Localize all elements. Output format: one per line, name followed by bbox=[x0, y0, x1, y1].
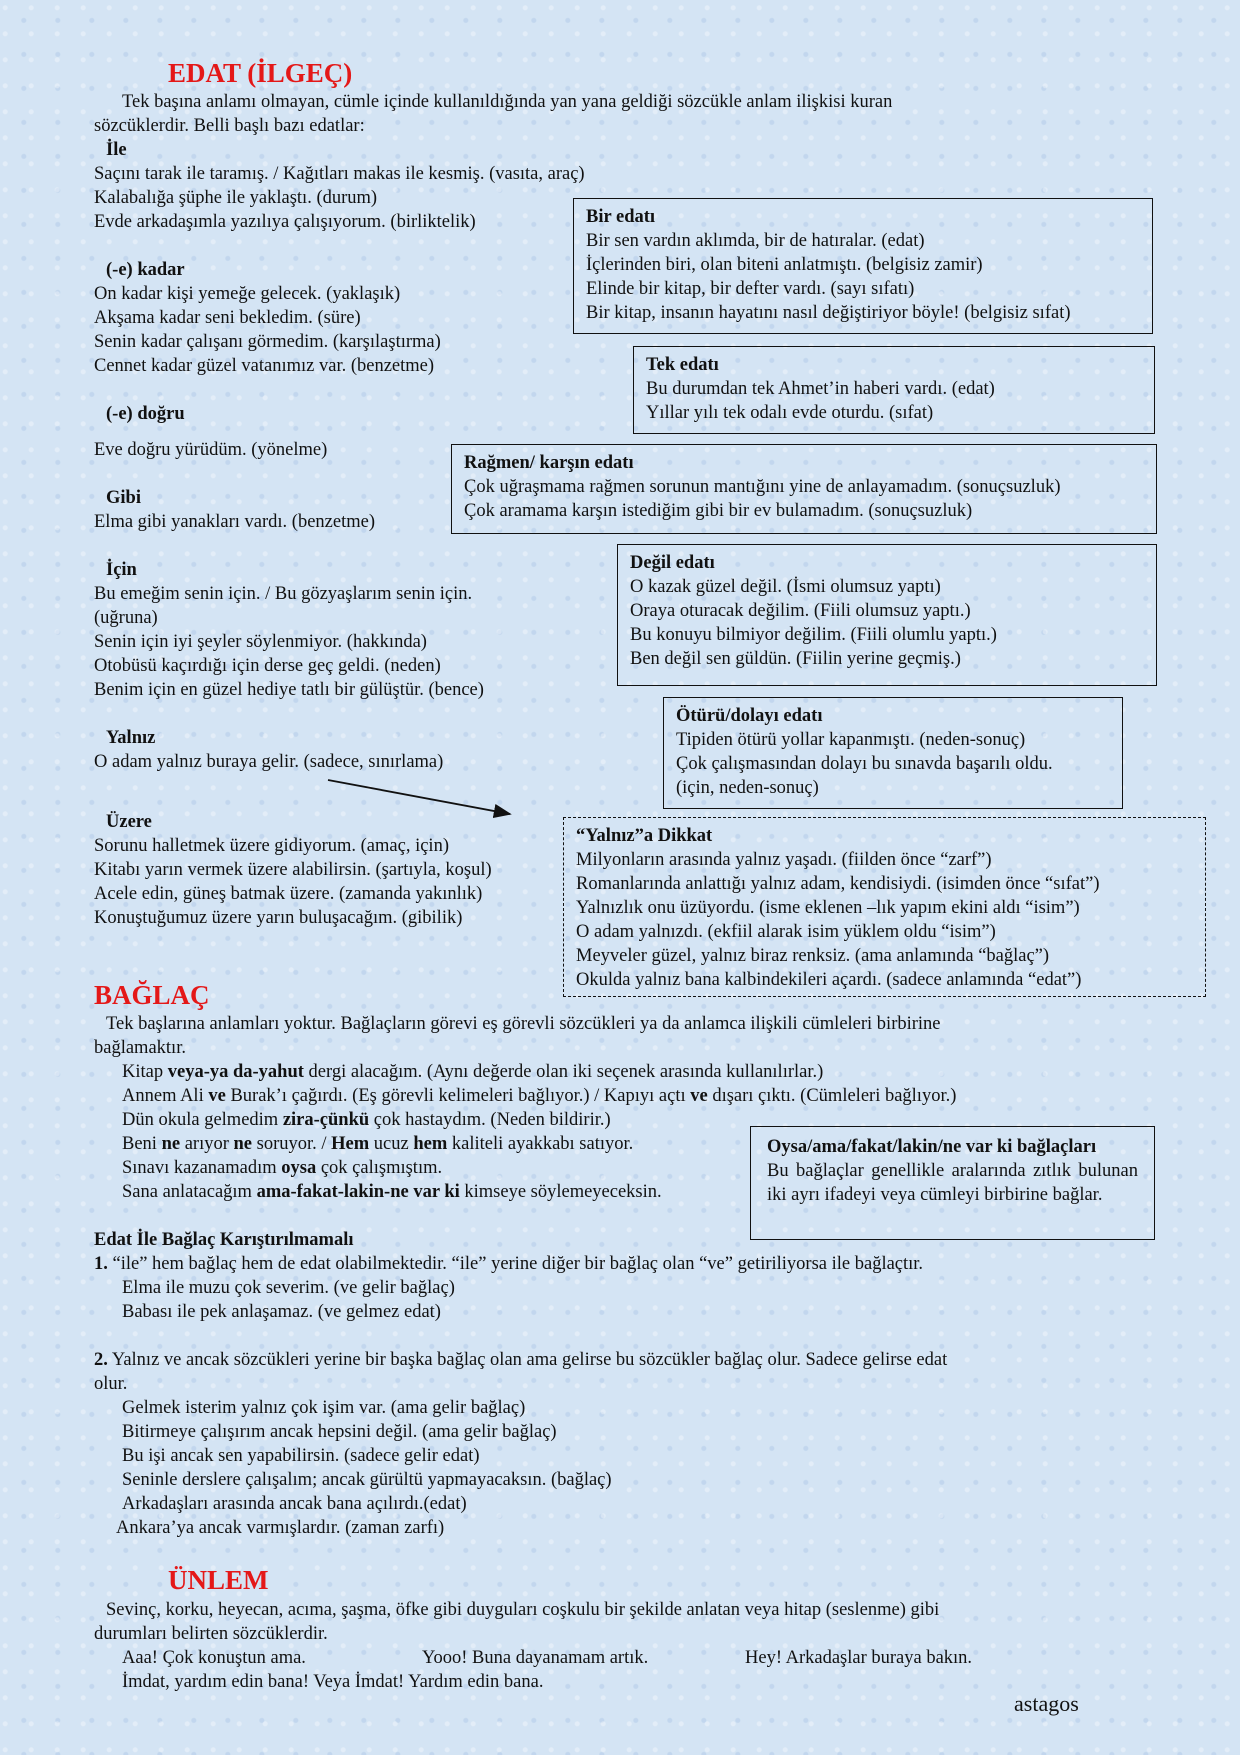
icin-line: Bu emeğim senin için. / Bu gözyaşlarım senin için. bbox=[94, 584, 473, 604]
box-line: Bu konuyu bilmiyor değilim. (Fiili olumlu yaptı.) bbox=[630, 625, 997, 645]
icin-line: (uğruna) bbox=[94, 608, 158, 628]
ile-line: Kalabalığa şüphe ile yaklaştı. (durum) bbox=[94, 188, 378, 208]
mix-example: Gelmek isterim yalnız çok işim var. (ama gelir bağlaç) bbox=[122, 1398, 526, 1418]
box-line: Okulda yalnız bana kalbindekileri açardı. (sadece anlamında “edat”) bbox=[576, 970, 1082, 990]
icin-line: Senin için iyi şeyler söylenmiyor. (hakkında) bbox=[94, 632, 427, 652]
unlem-example: İmdat, yardım edin bana! Veya İmdat! Yardım edin bana. bbox=[122, 1672, 544, 1692]
box-text: Bu bağlaçlar genellikle aralarında zıtlık bulunan iki ayrı ifadeyi veya cümleyi birbirine bağlar. bbox=[767, 1161, 1138, 1205]
conjunction: ve bbox=[208, 1086, 226, 1106]
box-line: Ben değil sen güldün. (Fiilin yerine geçmiş.) bbox=[630, 649, 961, 669]
box-line: Oraya oturacak değilim. (Fiili olumsuz yaptı.) bbox=[630, 601, 971, 621]
example-text: arıyor bbox=[180, 1134, 234, 1154]
unlem-intro-2: durumları belirten sözcüklerdir. bbox=[94, 1624, 328, 1644]
example-text: Annem Ali bbox=[122, 1086, 209, 1106]
example-text: Beni bbox=[122, 1134, 162, 1154]
conjunction: ama-fakat-lakin-ne var ki bbox=[256, 1182, 460, 1202]
mix-rule-1 bbox=[94, 1252, 923, 1276]
example-text: Sınavı kazanamadım bbox=[122, 1158, 282, 1178]
baglac-example bbox=[122, 1108, 611, 1132]
mix-example: Bitirmeye çalışırım ancak hepsini değil. (ama gelir bağlaç) bbox=[122, 1422, 557, 1442]
uzere-line: Kitabı yarın vermek üzere alabilirsin. (şartıyla, koşul) bbox=[94, 860, 492, 880]
ile-line: Evde arkadaşımla yazılıya çalışıyorum. (birliktelik) bbox=[94, 212, 476, 232]
box-heading: Değil edatı bbox=[630, 553, 715, 573]
box-line: Bir kitap, insanın hayatını nasıl değiştiriyor böyle! (belgisiz sıfat) bbox=[586, 303, 1071, 323]
mix-example: Babası ile pek anlaşamaz. (ve gelmez edat) bbox=[122, 1302, 441, 1322]
gibi-heading: Gibi bbox=[106, 488, 141, 508]
conjunction: zira-çünkü bbox=[282, 1110, 370, 1130]
box-line: Meyveler güzel, yalnız biraz renksiz. (ama anlamında “bağlaç”) bbox=[576, 946, 1050, 966]
edat-intro-2: sözcüklerdir. Belli başlı bazı edatlar: bbox=[94, 116, 365, 136]
baglac-intro-1: Tek başlarına anlamları yoktur. Bağlaçların görevi eş görevli sözcükleri ya da anlamca ilişkili cümleleri birbirine bbox=[106, 1014, 941, 1034]
baglac-intro-2: bağlamaktır. bbox=[94, 1038, 186, 1058]
box-heading: Bir edatı bbox=[586, 207, 656, 227]
box-line: Çok uğraşmama rağmen sorunun mantığını yine de anlayamadım. (sonuçsuzluk) bbox=[464, 477, 1061, 497]
rule-text: Yalnız ve ancak sözcükleri yerine bir başka bağlaç olan ama gelirse bu sözcükler bağlaç olur. Sadece gelirse edat bbox=[107, 1350, 948, 1370]
icin-heading: İçin bbox=[106, 560, 137, 580]
box-heading: Rağmen/ karşın edatı bbox=[464, 453, 634, 473]
dogru-heading: (-e) doğru bbox=[106, 404, 185, 424]
example-text: dışarı çıktı. (Cümleleri bağlıyor.) bbox=[707, 1086, 957, 1106]
oturu-dolayi-box bbox=[663, 697, 1123, 809]
conjunction: ne bbox=[233, 1134, 253, 1154]
box-line: O adam yalnızdı. (ekfiil alarak isim yüklem oldu “isim”) bbox=[576, 922, 996, 942]
signature: astagos bbox=[1014, 1691, 1079, 1716]
box-line: (için, neden-sonuç) bbox=[676, 778, 819, 798]
box-heading: Tek edatı bbox=[646, 355, 719, 375]
kadar-line: Cennet kadar güzel vatanımız var. (benzetme) bbox=[94, 356, 435, 376]
baglac-example bbox=[122, 1060, 823, 1084]
box-line: Bu durumdan tek Ahmet’in haberi vardı. (edat) bbox=[646, 379, 995, 399]
yalniz-heading: Yalnız bbox=[106, 728, 156, 748]
example-text: çok hastaydım. (Neden bildirir.) bbox=[369, 1110, 611, 1130]
edat-title: EDAT (İLGEÇ) bbox=[168, 58, 353, 88]
example-text: Sana anlatacağım bbox=[122, 1182, 257, 1202]
kadar-heading: (-e) kadar bbox=[106, 260, 185, 280]
box-line: Tipiden ötürü yollar kapanmıştı. (neden-sonuç) bbox=[676, 730, 1026, 750]
rule-number: 2. bbox=[94, 1350, 108, 1370]
icin-line: Benim için en güzel hediye tatlı bir gülüştür. (bence) bbox=[94, 680, 484, 700]
example-text: Kitap bbox=[122, 1062, 168, 1082]
conjunction: veya-ya da-yahut bbox=[167, 1062, 304, 1082]
icin-line: Otobüsü kaçırdığı için derse geç geldi. (neden) bbox=[94, 656, 441, 676]
unlem-example: Yooo! Buna dayanamam artık. bbox=[422, 1648, 649, 1668]
box-line: Çok çalışmasından dolayı bu sınavda başarılı oldu. bbox=[676, 754, 1053, 774]
baglac-example bbox=[122, 1132, 633, 1156]
ile-heading: İle bbox=[106, 140, 127, 160]
edat-intro-1: Tek başına anlamı olmayan, cümle içinde kullanıldığında yan yana geldiği sözcükle anlam ilişkisi kuran bbox=[122, 92, 893, 112]
conjunction: hem bbox=[413, 1134, 448, 1154]
baglac-example bbox=[122, 1084, 956, 1108]
ragmen-karsin-box bbox=[451, 444, 1157, 534]
mix-rule-2 bbox=[94, 1348, 947, 1372]
mix-example: Bu işi ancak sen yapabilirsin. (sadece gelir edat) bbox=[122, 1446, 480, 1466]
ile-line: Saçını tarak ile taramış. / Kağıtları makas ile kesmiş. (vasıta, araç) bbox=[94, 164, 585, 184]
uzere-line: Konuştuğumuz üzere yarın buluşacağım. (gibilik) bbox=[94, 908, 463, 928]
degil-edati-box bbox=[617, 544, 1157, 686]
box-line: Elinde bir kitap, bir defter vardı. (sayı sıfatı) bbox=[586, 279, 915, 299]
bir-edati-box bbox=[573, 198, 1153, 334]
box-line: Bir sen vardın aklımda, bir de hatıralar. (edat) bbox=[586, 231, 925, 251]
box-line: İçlerinden biri, olan biteni anlatmıştı. (belgisiz zamir) bbox=[586, 255, 983, 275]
mix-example: Arkadaşları arasında ancak bana açılırdı.(edat) bbox=[122, 1494, 467, 1514]
conjunction: ne bbox=[161, 1134, 181, 1154]
conjunction: Hem bbox=[331, 1134, 370, 1154]
box-line: Çok aramama karşın istediğim gibi bir ev bulamadım. (sonuçsuzluk) bbox=[464, 501, 973, 521]
rule-number: 1. bbox=[94, 1254, 108, 1274]
conjunction: oysa bbox=[281, 1158, 317, 1178]
unlem-title: ÜNLEM bbox=[168, 1565, 269, 1595]
uzere-heading: Üzere bbox=[106, 812, 152, 832]
tek-edati-box bbox=[633, 346, 1155, 434]
yalniz-line: O adam yalnız buraya gelir. (sadece, sınırlama) bbox=[94, 752, 444, 772]
kadar-line: On kadar kişi yemeğe gelecek. (yaklaşık) bbox=[94, 284, 401, 304]
mix-rule-2-cont: olur. bbox=[94, 1374, 128, 1394]
uzere-line: Sorunu halletmek üzere gidiyorum. (amaç, için) bbox=[94, 836, 449, 856]
box-heading: Oysa/ama/fakat/lakin/ne var ki bağlaçları bbox=[767, 1137, 1097, 1157]
box-line: Yalnızlık onu üzüyordu. (isme eklenen –lık yapım ekini aldı “isim”) bbox=[576, 898, 1080, 918]
example-text: çok çalışmıştım. bbox=[316, 1158, 443, 1178]
box-heading: Ötürü/dolayı edatı bbox=[676, 706, 823, 726]
box-heading: “Yalnız”a Dikkat bbox=[576, 826, 713, 846]
example-text: kaliteli ayakkabı satıyor. bbox=[447, 1134, 634, 1154]
box-line: Yıllar yılı tek odalı evde oturdu. (sıfat) bbox=[646, 403, 934, 423]
box-line: Romanlarında anlattığı yalnız adam, kendisiydi. (isimden önce “sıfat”) bbox=[576, 874, 1100, 894]
baglac-example bbox=[122, 1180, 662, 1204]
example-text: Dün okula gelmedim bbox=[122, 1110, 283, 1130]
mix-example: Elma ile muzu çok severim. (ve gelir bağlaç) bbox=[122, 1278, 455, 1298]
example-text: kimseye söylemeyeceksin. bbox=[459, 1182, 662, 1202]
conjunction: ve bbox=[690, 1086, 708, 1106]
arrow-icon bbox=[326, 776, 516, 820]
baglac-title: BAĞLAÇ bbox=[94, 980, 210, 1010]
gibi-line: Elma gibi yanakları vardı. (benzetme) bbox=[94, 512, 375, 532]
dogru-line: Eve doğru yürüdüm. (yönelme) bbox=[94, 440, 328, 460]
oysa-ama-box bbox=[750, 1126, 1155, 1240]
baglac-example bbox=[122, 1156, 442, 1180]
unlem-example: Aaa! Çok konuştun ama. bbox=[122, 1648, 306, 1668]
unlem-intro-1: Sevinç, korku, heyecan, acıma, şaşma, öfke gibi duyguları coşkulu bir şekilde anlatan veya hitap (seslenme) gibi bbox=[106, 1600, 940, 1620]
example-text: dergi alacağım. (Aynı değerde olan iki seçenek arasında kullanılırlar.) bbox=[303, 1062, 824, 1082]
example-text: ucuz bbox=[369, 1134, 414, 1154]
uzere-line: Acele edin, güneş batmak üzere. (zamanda yakınlık) bbox=[94, 884, 483, 904]
rule-text: “ile” hem bağlaç hem de edat olabilmektedir. “ile” yerine diğer bir bağlaç olan “ve” getiriliyorsa ile bağlaçtır. bbox=[107, 1254, 924, 1274]
box-line: O kazak güzel değil. (İsmi olumsuz yaptı) bbox=[630, 577, 941, 597]
unlem-example: Hey! Arkadaşlar buraya bakın. bbox=[745, 1648, 973, 1668]
example-text: soruyor. / bbox=[252, 1134, 332, 1154]
mix-example: Ankara’ya ancak varmışlardır. (zaman zarfı) bbox=[116, 1518, 445, 1538]
kadar-line: Senin kadar çalışanı görmedim. (karşılaştırma) bbox=[94, 332, 441, 352]
kadar-line: Akşama kadar seni bekledim. (süre) bbox=[94, 308, 361, 328]
mix-example: Seninle derslere çalışalım; ancak gürültü yapmayacaksın. (bağlaç) bbox=[122, 1470, 612, 1490]
box-line: Milyonların arasında yalnız yaşadı. (fiilden önce “zarf”) bbox=[576, 850, 992, 870]
mix-heading: Edat İle Bağlaç Karıştırılmamalı bbox=[94, 1230, 354, 1250]
yalniz-dikkat-box bbox=[563, 817, 1206, 997]
example-text: Burak’ı çağırdı. (Eş görevli kelimeleri bağlıyor.) / Kapıyı açtı bbox=[225, 1086, 691, 1106]
